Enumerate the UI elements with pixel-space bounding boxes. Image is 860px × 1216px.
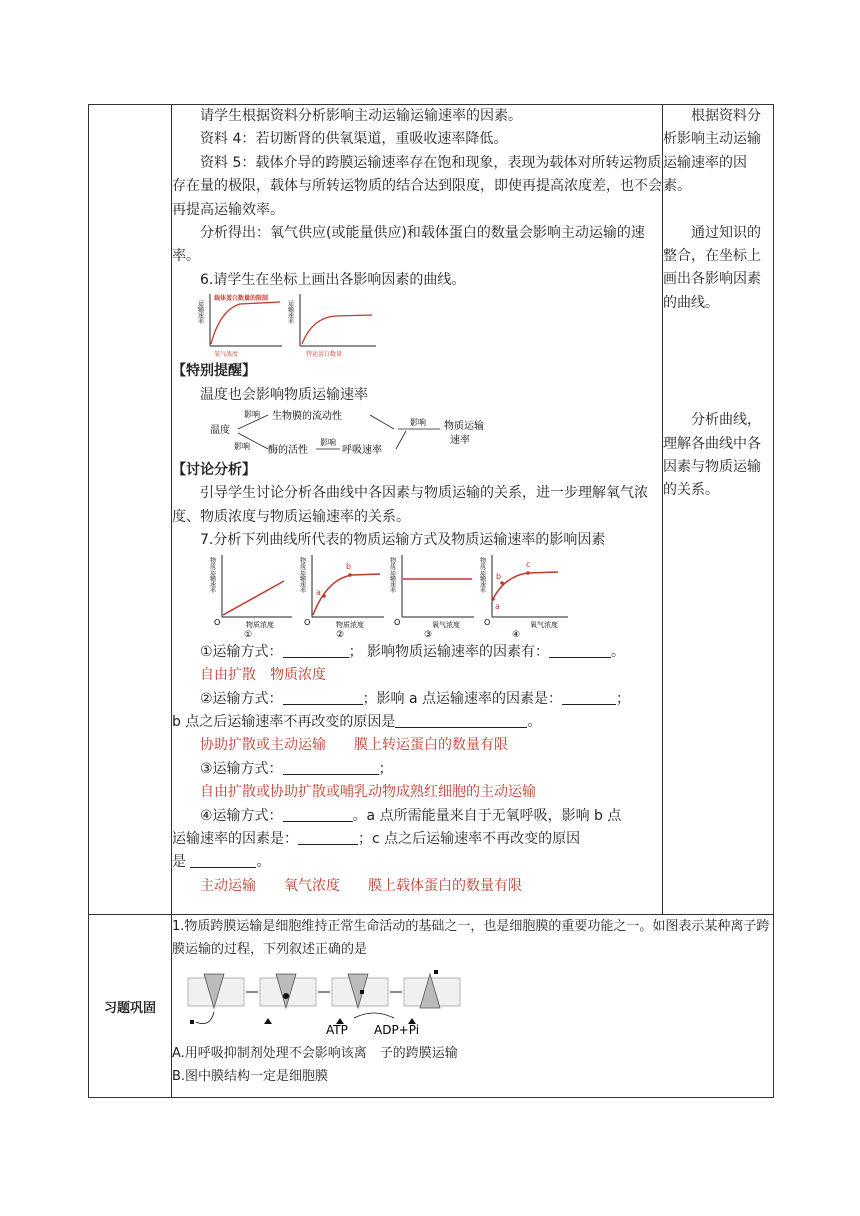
fig6-curve-1 [211, 302, 280, 344]
option-a[interactable]: A.用呼吸抑制剂处理不会影响该离 子的跨膜运输 [172, 1045, 458, 1061]
para-intro: 请学生根据资料分析影响主动运输运输速率的因素。 [200, 108, 522, 124]
graph-2 [299, 555, 385, 640]
row-exercise [89, 915, 774, 1098]
discussion-text: 引导学生讨论分析各曲线中各因素与物质运输的关系，进一步理解氧气浓度、物质浓度与物质运输速率的关系。 [172, 485, 648, 525]
q4-blank-b-factor[interactable] [298, 830, 358, 845]
q1-text: ； 影响物质运输速率的因素有： [348, 643, 550, 660]
q3-label: ③运输方式： [200, 760, 283, 777]
para-material4: 资料 4：若切断肾的供氧渠道，重吸收速率降低。 [200, 131, 508, 148]
q2-text: ；影响 a 点运输速率的因素是： [362, 690, 563, 707]
graph2-yaxis: 物质运输速率 [298, 556, 306, 593]
graph3-xlabel: 氧气浓度 [432, 620, 460, 629]
graph4-point-b: b [496, 571, 502, 581]
exercise-content [172, 915, 774, 1098]
question-4-cont [172, 828, 662, 851]
exercise-question: 1.物质跨膜运输是细胞维持正常生命活动的基础之一，也是细胞膜的重要功能之一。如图表示某种离子跨膜运输的过程，下列叙述正确的是 [172, 919, 770, 958]
graph2-number: ② [336, 629, 345, 640]
membrane-stage-4 [404, 970, 460, 1024]
q4-b-text: 运输速率的因素是： [172, 830, 298, 847]
graph2-xlabel: 物质浓度 [336, 620, 364, 629]
question-3 [172, 758, 662, 781]
graph-1 [209, 555, 293, 640]
row1-label-cell [89, 105, 172, 915]
para-material5: 资料 5：载体介导的跨膜运输速率存在饱和现象，表现为载体对所转运物质存在量的极限，载体与所转运物质的结合达到限度，即使再提高浓度差，也不会再提高运输效率。 [172, 154, 662, 218]
graph4-curve [493, 572, 558, 599]
fig6-xlabel-2: 特运蛋白数量 [306, 351, 343, 359]
q4-c-text: ；c 点之后运输速率不再改变的原因 [358, 830, 581, 847]
membrane-stage-2 [260, 974, 316, 1024]
q2-blank-b-reason[interactable] [395, 713, 527, 728]
fig6-yaxis-1: 运输速率 [196, 300, 204, 325]
para-task7: 7.分析下列曲线所代表的物质运输方式及物质运输速率的影响因素 [200, 532, 606, 549]
discussion-heading: 【讨论分析】 [172, 462, 256, 479]
figure-curves-6 [196, 292, 390, 360]
graph-3 [389, 555, 475, 640]
q1-label: ①运输方式： [200, 643, 283, 660]
q1-blank-factor[interactable] [549, 643, 611, 658]
graph4-number: ④ [512, 629, 521, 640]
tip-text: 温度也会影响物质运输速率 [200, 386, 368, 403]
graph4-point-a: a [495, 601, 500, 611]
row1-purpose-cell [663, 105, 774, 915]
question-4-cont2 [172, 851, 662, 874]
purpose-2: 通过知识的整合，在坐标上画出各影响因素的曲线。 [663, 224, 761, 311]
temperature-flow-diagram [210, 407, 510, 459]
flow-affect-3: 影响 [320, 438, 336, 448]
flow-rate-2: 速率 [450, 435, 470, 447]
graph2-origin: O [304, 617, 311, 627]
q1-end: 。 [611, 643, 626, 660]
graph1-number: ① [244, 629, 253, 640]
fig6-yaxis-2: 运输速率 [286, 300, 294, 325]
q3-end: ； [378, 760, 393, 777]
q2-label: ②运输方式： [200, 690, 283, 707]
question-1 [172, 641, 662, 664]
answer-4: 主动运输 氧气浓度 膜上载体蛋白的数量有限 [200, 877, 522, 894]
flow-enzyme: 酶的活性 [268, 445, 308, 457]
row-activity [89, 105, 774, 915]
q2-b-end: 。 [527, 713, 542, 730]
purpose-1: 根据资料分析影响主动运输运输速率的因素。 [663, 108, 761, 195]
figure-curves-7 [208, 553, 592, 640]
graph2-point-b: b [346, 561, 352, 571]
graph1-xlabel: 物质浓度 [246, 620, 274, 629]
q4-blank-c-reason[interactable] [190, 853, 256, 868]
flow-affect-4: 影响 [410, 418, 426, 428]
graph4-origin: O [484, 617, 491, 627]
flow-temperature: 温度 [210, 425, 230, 437]
flow-affect-1: 影响 [244, 410, 260, 420]
answer-1: 自由扩散 物质浓度 [200, 667, 326, 684]
flow-affect-2: 影响 [234, 442, 250, 452]
graph1-yaxis: 物质运输速率 [208, 556, 216, 593]
row1-content-cell [172, 105, 663, 915]
flow-resp: 呼吸速率 [342, 445, 382, 457]
q2-blank-mode[interactable] [283, 690, 363, 705]
flow-membrane: 生物膜的流动性 [272, 411, 342, 423]
q4-label: ④运输方式： [200, 807, 283, 824]
graph3-yaxis: 物质运输速率 [388, 556, 396, 593]
purpose-3: 分析曲线，理解各曲线中各因素与物质运输的关系。 [663, 412, 761, 499]
q4-text: 。a 点所需能量来自于无氧呼吸，影响 b 点 [352, 807, 622, 824]
graph3-origin: O [394, 617, 401, 627]
para-conclusion: 分析得出：氧气供应(或能量供应)和载体蛋白的数量会影响主动运输的速率。 [172, 225, 645, 265]
question-2 [172, 688, 662, 711]
flow-rate-1: 物质运输 [444, 421, 484, 433]
q3-blank-mode[interactable] [283, 760, 379, 775]
tip-heading: 【特别提醒】 [172, 363, 256, 380]
exercise-label: 习题巩固 [89, 915, 172, 1098]
q4-end: 。 [256, 854, 271, 871]
membrane-stage-1 [188, 974, 244, 1024]
q4-blank-mode[interactable] [283, 807, 353, 822]
graph4-point-c: c [526, 559, 531, 569]
graph3-number: ③ [424, 629, 433, 640]
para-task6: 6.请学生在坐标上画出各影响因素的曲线。 [200, 271, 466, 288]
graph1-origin: O [214, 617, 221, 627]
option-b[interactable]: B.图中膜结构一定是细胞膜 [172, 1069, 329, 1085]
membrane-stage-3 [332, 974, 388, 1024]
graph4-yaxis: 物质运输速率 [478, 556, 486, 593]
graph1-line [223, 581, 284, 615]
fig6-xlabel-1: 氧气浓度 [214, 351, 239, 359]
atp-label: ATP [326, 1022, 348, 1037]
graph2-point-a: a [316, 587, 321, 597]
fig6-curve-2 [302, 315, 372, 344]
question-4 [172, 805, 662, 828]
q1-blank-mode[interactable] [283, 643, 349, 658]
graph4-xlabel: 氧气浓度 [530, 620, 558, 629]
ion-transport-figure [184, 968, 484, 1038]
adp-label: ADP+Pi [374, 1022, 420, 1037]
q4-is: 是 [172, 854, 186, 871]
q2-end: ； [616, 690, 631, 707]
question-2-cont [172, 711, 662, 734]
q2-blank-a-factor[interactable] [562, 690, 616, 705]
lesson-table [88, 104, 774, 1098]
q2-b-text: b 点之后运输速率不再改变的原因是 [172, 713, 396, 730]
answer-2: 协助扩散或主动运输 膜上转运蛋白的数量有限 [200, 737, 508, 754]
answer-3: 自由扩散或协助扩散或哺乳动物成熟红细胞的主动运输 [200, 784, 536, 801]
graph-4 [479, 555, 569, 640]
fig6-title: 载体蛋白数量的限制 [214, 295, 269, 303]
